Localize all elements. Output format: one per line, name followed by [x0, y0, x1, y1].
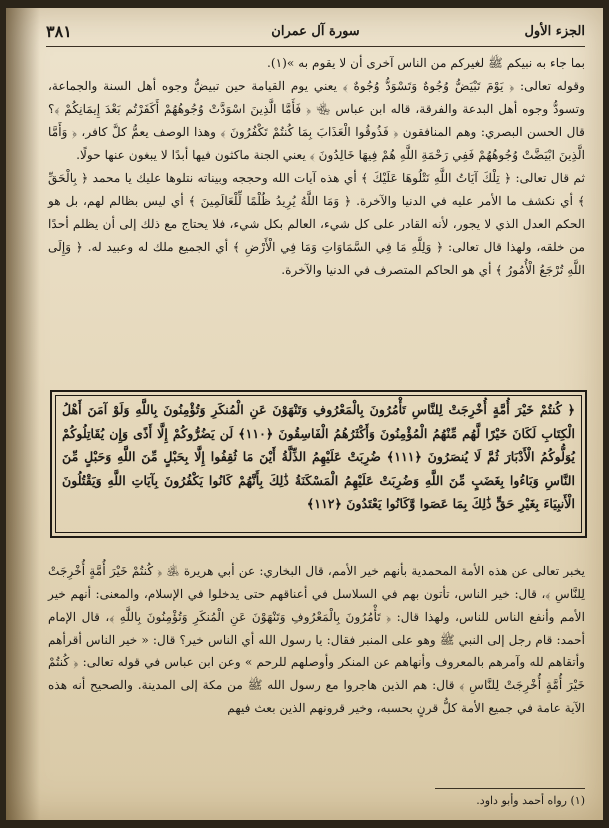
- surah-title: سورة آل عمران: [271, 24, 360, 39]
- footnote-divider: [435, 788, 585, 789]
- paragraph: بما جاء به نبيكم ﷺ لغيركم من الناس آخرى أن لا يقوم به »(١).: [266, 56, 585, 70]
- volume-label: الجزء الأول: [524, 24, 585, 39]
- page-header: [46, 22, 585, 47]
- quran-verse-box: [50, 390, 587, 538]
- footnote: (١) رواه أحمد وأبو داود.: [476, 794, 585, 807]
- page-gutter-shadow: [6, 8, 40, 820]
- verse-text: ﴿ كُنتُمْ خَيْرَ أُمَّةٍ أُخْرِجَتْ لِلنَّاسِ تَأْمُرُونَ بِالْمَعْرُوفِ وَتَنْهَوْنَ عَنِ الْمُنكَرِ وَتُؤْمِنُونَ بِاللَّهِ وَلَوْ آمَنَ أَهْلُ الْكِتَابِ لَكَانَ خَيْرًا لَّهُم مِّنْهُمُ الْمُؤْمِنُونَ وَأَكْثَرُهُمُ الْفَاسِقُونَ ﴿١١٠﴾ لَن يَضُرُّوكُمْ إِلَّا أَذًى وَإِن يُقَاتِلُوكُمْ يُوَلُّوكُمُ الْأَدْبَارَ ثُمَّ لَا يُنصَرُونَ ﴿١١١﴾ ضُرِبَتْ عَلَيْهِمُ الذِّلَّةُ أَيْنَ مَا ثُقِفُوا إِلَّا بِحَبْلٍ مِّنَ اللَّهِ وَحَبْلٍ مِّنَ النَّاسِ وَبَاءُوا بِغَضَبٍ مِّنَ اللَّهِ وَضُرِبَتْ عَلَيْهِمُ الْمَسْكَنَةُ ذَٰلِكَ بِأَنَّهُمْ كَانُوا يَكْفُرُونَ بِآيَاتِ اللَّهِ وَيَقْتُلُونَ الْأَنبِيَاءَ بِغَيْرِ حَقٍّ ذَٰلِكَ بِمَا عَصَوا وَّكَانُوا يَعْتَدُونَ ﴿١١٢﴾: [62, 402, 575, 511]
- paragraph: ثم قال تعالى: ﴿ تِلْكَ آيَاتُ اللَّهِ نَتْلُوهَا عَلَيْكَ ﴾ أي هذه آيات الله وحججه وبيناته نتلوها عليك يا محمد ﴿ بِالْحَقِّ ﴾ أي نكشف ما الأمر عليه في الدنيا والآخرة. ﴿ وَمَا اللَّهُ يُرِيدُ ظُلْمًا لِّلْعَالَمِينَ ﴾ أي ليس بظالم لهم، بل هو الحكم العدل الذي لا يجور، لأنه القادر على كل شيء، العالم بكل شيء، فلا يحتاج مع ذلك إلى أن يظلم أحدًا من خلقه، ولهذا قال تعالى: ﴿ وَلِلَّهِ مَا فِي السَّمَاوَاتِ وَمَا فِي الْأَرْضِ ﴾ أي الجميع ملك له وعبيد له. ﴿ وَإِلَى اللَّهِ تُرْجَعُ الْأُمُورُ ﴾ أي هو الحاكم المتصرف في الدنيا والآخرة.: [48, 171, 585, 277]
- page-number: ٣٨١: [46, 22, 72, 41]
- tafsir-text-lower: [48, 548, 585, 732]
- book-page: [6, 8, 603, 820]
- paragraph: يخبر تعالى عن هذه الأمة المحمدية بأنهم خير الأمم، قال البخاري: عن أبي هريرة ﵁ ﴿ كُنتُمْ خَيْرَ أُمَّةٍ أُخْرِجَتْ لِلنَّاسِ ﴾، قال: خير الناس، تأتون بهم في السلاسل في أعناقهم حتى يدخلوا في الإسلام، والمعنى: أنهم خير الأمم وأنفع الناس للناس، ولهذا قال: ﴿ تَأْمُرُونَ بِالْمَعْرُوفِ وَتَنْهَوْنَ عَنِ الْمُنكَرِ وَتُؤْمِنُونَ بِاللَّهِ ﴾، قال الإمام أحمد: قام رجل إلى النبي ﷺ وهو على المنبر فقال: يا رسول الله أي الناس خير؟ قال: « خير الناس أقرأهم وأتقاهم لله وآمرهم بالمعروف وأنهاهم عن المنكر وأوصلهم للرحم » وعن ابن عباس في قوله تعالى: ﴿ كُنتُمْ خَيْرَ أُمَّةٍ أُخْرِجَتْ لِلنَّاسِ ﴾ قال: هم الذين هاجروا مع رسول الله ﷺ من مكة إلى المدينة. والصحيح أنه هذه الآية عامة في جميع الأمة كلُّ قرنٍ بحسبه، وخير قرونهم الذين بعث فيهم: [48, 564, 585, 715]
- tafsir-text-upper: [48, 52, 585, 282]
- paragraph: وقوله تعالى: ﴿ يَوْمَ تَبْيَضُّ وُجُوهٌ وَتَسْوَدُّ وُجُوهٌ ﴾ يعني يوم القيامة حين تبيضُّ وجوه أهل السنة والجماعة، وتسودُّ وجوه أهل البدعة والفرقة، قاله ابن عباس ﵄ ﴿ فَأَمَّا الَّذِينَ اسْوَدَّتْ وُجُوهُهُمْ أَكَفَرْتُم بَعْدَ إِيمَانِكُمْ ﴾؟ قال الحسن البصري: وهم المنافقون ﴿ فَذُوقُوا الْعَذَابَ بِمَا كُنتُمْ تَكْفُرُونَ ﴾ وهذا الوصف يعمُّ كلَّ كافر، ﴿ وَأَمَّا الَّذِينَ ابْيَضَّتْ وُجُوهُهُمْ فَفِي رَحْمَةِ اللَّهِ هُمْ فِيهَا خَالِدُونَ ﴾ يعني الجنة ماكثون فيها أبدًا لا يبغون عنها حولًا.: [48, 79, 585, 162]
